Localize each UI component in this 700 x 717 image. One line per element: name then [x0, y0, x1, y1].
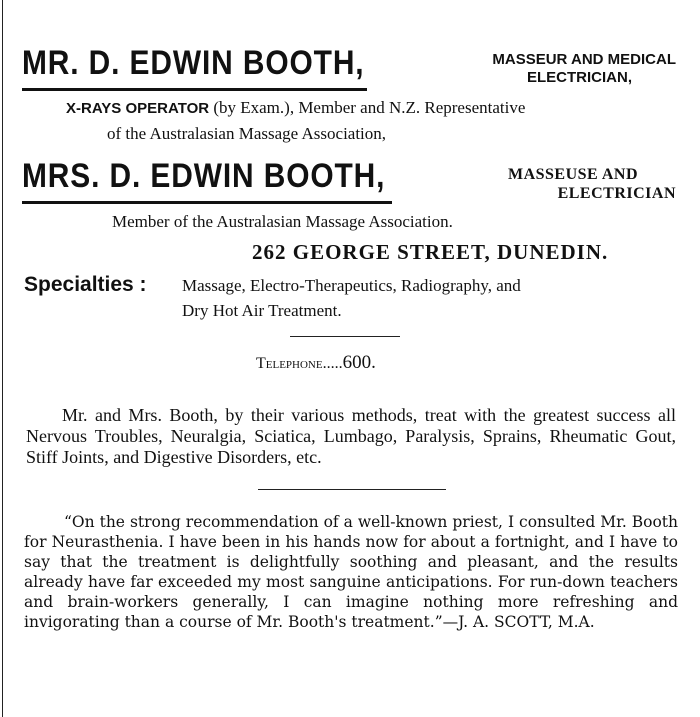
title-mr-line2: ELECTRICIAN, — [527, 69, 632, 86]
xray-line — [66, 98, 525, 118]
specialties-line2: Dry Hot Air Treatment. — [182, 301, 342, 320]
testimonial-text: “On the strong recommendation of a well-known priest, I consulted Mr. Booth for Neurasthenia. I have been in his hands now for about a fortnight, and I have to say that the treatment is delightfully soothing and pleasant, and the results already have far exceeded my most sanguine anticipations. For run-down teachers and brain-workers generally, I can imagine nothing more refreshing and invigorating than a course of Mr. Booth's treatment.”—J. A. SCOTT, M.A. — [24, 513, 678, 631]
telephone-number: 600. — [342, 352, 376, 373]
member-line: Member of the Australasian Massage Association. — [112, 212, 453, 231]
page-border — [2, 0, 3, 717]
testimonial-paragraph — [24, 512, 678, 632]
divider-middle — [258, 489, 446, 490]
address: 262 GEORGE STREET, DUNEDIN. — [252, 240, 609, 264]
specialties-label: Specialties : — [24, 273, 147, 296]
name-mr-heading: MR. D. EDWIN BOOTH, — [22, 44, 365, 82]
name-mr-underline — [22, 88, 367, 91]
name-mrs-underline — [22, 201, 392, 204]
telephone-dots: ..... — [322, 355, 343, 372]
xray-operator-label: X-RAYS OPERATOR — [66, 100, 210, 117]
body-paragraph-text: Mr. and Mrs. Booth, by their various methods, treat with the greatest success all Nervous Troubles, Neuralgia, Sciatica, Lumbago, Paralysis, Sprains, Rheumatic Gout, Stiff Joints, and Digestive Disorders, etc. — [26, 405, 676, 467]
xray-line-rest: (by Exam.), Member and N.Z. Representative — [209, 98, 526, 117]
title-mrs-line2: ELECTRICIAN — [557, 185, 676, 202]
title-mr-line1: MASSEUR AND MEDICAL — [492, 51, 676, 68]
telephone-label: Telephone — [256, 355, 323, 372]
title-mrs-line1: MASSEUSE AND — [507, 166, 638, 183]
divider-top — [290, 336, 400, 337]
specialties-line1: Massage, Electro-Therapeutics, Radiography, and — [182, 276, 521, 295]
association-line: of the Australasian Massage Association, — [107, 124, 387, 143]
telephone-line — [256, 352, 376, 374]
body-paragraph — [26, 405, 676, 468]
name-mrs-heading: MRS. D. EDWIN BOOTH, — [22, 157, 386, 195]
